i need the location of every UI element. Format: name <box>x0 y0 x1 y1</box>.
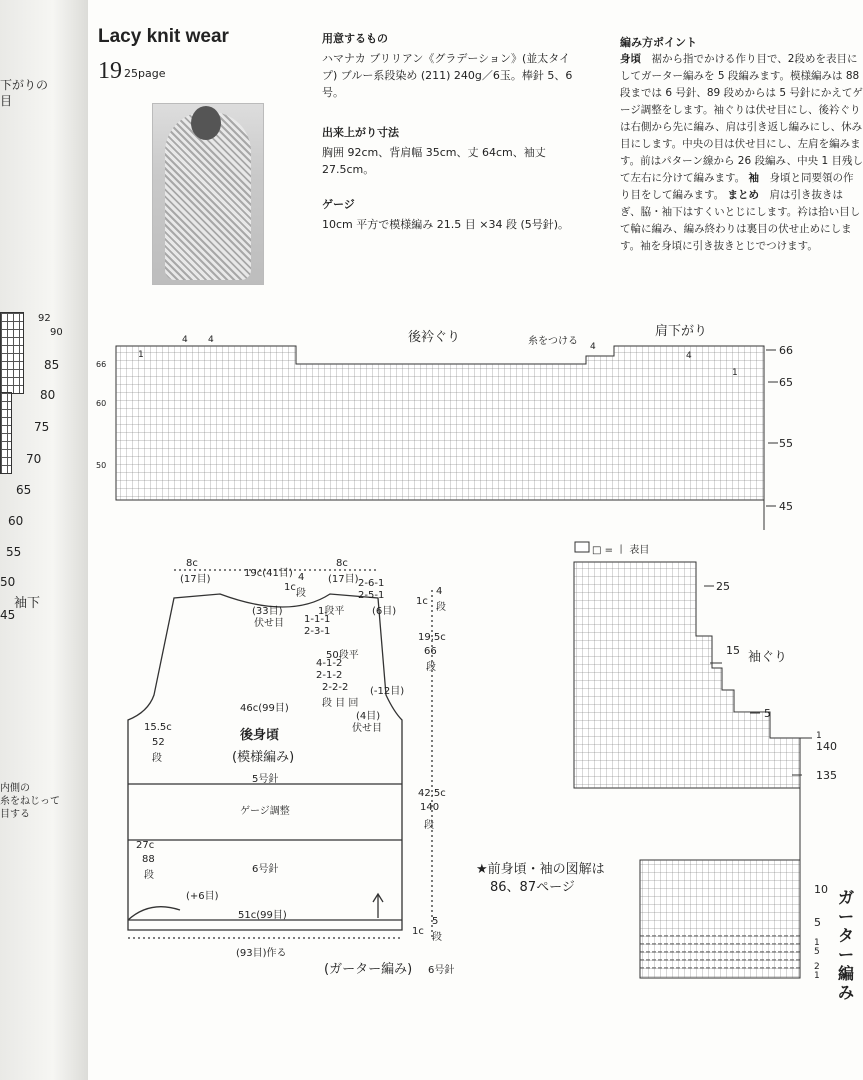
armhole-rows: 66 <box>424 646 437 657</box>
lower-left-rows-unit: 段 <box>144 870 154 881</box>
hem-5: 5 <box>432 916 439 927</box>
armhole-height: 19.5c <box>418 632 446 643</box>
shoulder-1: 2-6-1 <box>358 578 385 589</box>
sleeve-row-15: 15 <box>726 644 740 657</box>
pattern-number: 19 <box>98 58 122 84</box>
neck-label: 後衿ぐり <box>408 330 461 345</box>
right-4: 4 <box>436 586 443 597</box>
gauge-text: 10cm 平方で模様編み 21.5 目 ×34 段 (5号針)。 <box>322 218 570 231</box>
sleeve-row-135: 135 <box>816 769 837 782</box>
neck-dec-2: 1-1-1 <box>304 614 331 625</box>
neck-dec-1: 1段平 <box>318 606 345 617</box>
neck-bind-off-2: 伏せ目 <box>254 618 284 629</box>
page-title: Lacy knit wear <box>98 26 229 47</box>
points-sleeve-text: 身頃と同要領の作り目をして編みます。 <box>620 172 854 201</box>
points-body-text: 裾から指でかける作り目で、2段めを表目にしてガーター編みを 5 段編みます。模様編みは 88 段までは 6 号針、89 段めからは 5 号針にかえてゲージ調整をします。袖ぐりは伏せ目にし、後衿ぐりは右側から先に編み、肩は引き返し編みにし、休み目にします。中央の目は伏せ目にし、左肩を編みます。前はパターン線から 26 段編み、中央 1 目残して左右に分けて編みます。 <box>620 53 863 184</box>
hem-5-unit: 段 <box>432 932 442 943</box>
points-finish-label: まとめ <box>727 189 760 201</box>
arm-bind-2: 伏せ目 <box>352 723 382 734</box>
top-right-width: 8c <box>336 558 348 569</box>
left-note-2: 糸をねじって <box>0 796 60 807</box>
page-reference: 25page <box>124 67 166 80</box>
garter-needle-label: 6号針 <box>428 965 455 976</box>
left-row-90: 90 <box>50 327 63 338</box>
garter-row-5a: 5 <box>814 916 821 929</box>
left-row-80: 80 <box>40 388 56 402</box>
points-heading: 編み方ポイント <box>620 36 697 49</box>
armhole-rows-unit: 段 <box>426 662 436 673</box>
sleeve-row-1: 1 <box>816 731 822 741</box>
left-row-55: 55 <box>6 545 22 559</box>
left-row-50: 50 <box>0 575 16 589</box>
top-mark-4a: 4 <box>182 335 188 345</box>
points-finish-text: 肩は引き抜きはぎ、脇・袖下はすくいとじにします。衿は拾い目して輪に編み、編み終わりは裏目の伏せ止めにします。袖を身頃に引き抜きとじでつけます。 <box>620 189 861 252</box>
left-row-45: 45 <box>0 608 16 622</box>
top-left-row-50: 50 <box>96 461 107 470</box>
arm-minus: (-12目) <box>370 686 405 697</box>
arm-dec-5: 段 目 回 <box>322 698 359 709</box>
sleeve-row-5: 5 <box>764 707 771 720</box>
top-mid-width: 19c(41目) <box>244 568 293 579</box>
front-note-2: 86、87ページ <box>490 880 575 895</box>
top-mark-4b: 4 <box>590 342 596 352</box>
garter-row-1b: 1 <box>814 971 820 981</box>
hem-1c: 1c <box>412 926 424 937</box>
garter-label: (ガーター編み) <box>324 962 413 977</box>
lower-left-height: 27c <box>136 840 155 851</box>
size-heading: 出来上がり寸法 <box>322 126 399 139</box>
back-body-subtitle: (模様編み) <box>232 750 295 765</box>
left-note-1: 内側の <box>0 783 30 794</box>
gauge-heading: ゲージ <box>322 198 355 211</box>
armhole-label: 袖ぐり <box>748 650 788 665</box>
width-mid: 46c(99目) <box>240 703 289 714</box>
materials-heading: 用意するもの <box>322 32 388 45</box>
shoulder-3: (6目) <box>372 606 397 617</box>
left-sleeve-label: 袖下 <box>14 596 41 611</box>
left-row-65: 65 <box>16 483 32 497</box>
materials-text: ハマナカ ブリリアン《グラデーション》(並太タイプ) ブルー系段染め (211) 240g／6玉。棒針 5、6号。 <box>322 52 573 99</box>
arm-dec-1: 50段平 <box>326 650 359 661</box>
neck-depth-4: 4 <box>298 572 305 583</box>
sleeve-row-25: 25 <box>716 580 730 593</box>
points-sleeve-label: 袖 <box>748 172 760 184</box>
neck-dec-3: 2-3-1 <box>304 626 331 637</box>
shoulder-2: 2-5-1 <box>358 590 385 601</box>
garter-row-5b: 5 <box>814 947 820 957</box>
sleeve-row-140: 140 <box>816 740 837 753</box>
left-row-75: 75 <box>34 420 50 434</box>
right-4-unit: 段 <box>436 602 446 613</box>
top-right-row-65: 65 <box>779 376 793 389</box>
top-right-sts: (17目) <box>328 574 359 585</box>
top-left-row-66: 66 <box>96 360 107 369</box>
bottom-width: 51c(99目) <box>238 910 287 921</box>
left-row-92: 92 <box>38 313 51 324</box>
arm-bind: (4目) <box>356 711 381 722</box>
arm-dec-2: 4-1-2 <box>316 658 343 669</box>
garter-row-2: 2 <box>814 962 820 972</box>
right-1c: 1c <box>416 596 428 607</box>
neck-depth-1c: 1c <box>284 582 296 593</box>
garter-vertical-label: ガーター編み <box>838 888 855 1002</box>
gauge-adjust-label: ゲージ調整 <box>240 806 290 817</box>
needle-6-label: 6号針 <box>252 864 279 875</box>
points-body-label: 身頃 <box>620 53 641 65</box>
top-mark-1: 1 <box>138 350 144 360</box>
plus-6-label: (+6目) <box>186 891 219 902</box>
lower-rows-unit: 段 <box>424 820 434 831</box>
size-text: 胸囲 92cm、背肩幅 35cm、丈 64cm、袖丈 27.5cm。 <box>322 146 546 176</box>
lower-height: 42.5c <box>418 788 446 799</box>
left-rows-unit: 段 <box>152 753 162 764</box>
left-note-3: 目する <box>0 809 30 820</box>
garter-row-1: 1 <box>814 938 820 948</box>
top-right-row-45: 45 <box>779 500 793 513</box>
shoulder-label: 肩下がり <box>655 324 708 339</box>
top-mark-4d: 4 <box>208 335 214 345</box>
front-note-1: ★前身頃・袖の図解は <box>476 862 605 877</box>
left-page-text-2: 目 <box>0 94 13 108</box>
back-body-title: 後身頃 <box>240 728 280 743</box>
neck-depth-4-unit: 段 <box>296 588 306 599</box>
top-left-width: 8c <box>186 558 198 569</box>
top-left-sts: (17目) <box>180 574 211 585</box>
left-row-60: 60 <box>8 514 24 528</box>
garter-row-10: 10 <box>814 883 828 896</box>
neck-bind-off: (33目) <box>252 606 283 617</box>
top-mark-1b: 1 <box>732 368 738 378</box>
arm-dec-3: 2-1-2 <box>316 670 343 681</box>
top-right-row-55: 55 <box>779 437 793 450</box>
cast-on-label: (93目)作る <box>236 948 287 959</box>
top-mark-4c: 4 <box>686 351 692 361</box>
left-row-70: 70 <box>26 452 42 466</box>
lower-rows: 140 <box>420 802 440 813</box>
attach-yarn-label: 糸をつける <box>528 336 578 347</box>
legend-text: □ = 丨 表目 <box>592 545 650 556</box>
arm-dec-4: 2-2-2 <box>322 682 349 693</box>
left-row-85: 85 <box>44 358 60 372</box>
needle-5-label: 5号針 <box>252 774 279 785</box>
left-rows: 52 <box>152 737 165 748</box>
left-height: 15.5c <box>144 722 172 733</box>
lower-left-rows: 88 <box>142 854 155 865</box>
top-right-row-66: 66 <box>779 344 793 357</box>
top-left-row-60: 60 <box>96 399 107 408</box>
left-page-text-1: 下がりの <box>0 78 49 92</box>
